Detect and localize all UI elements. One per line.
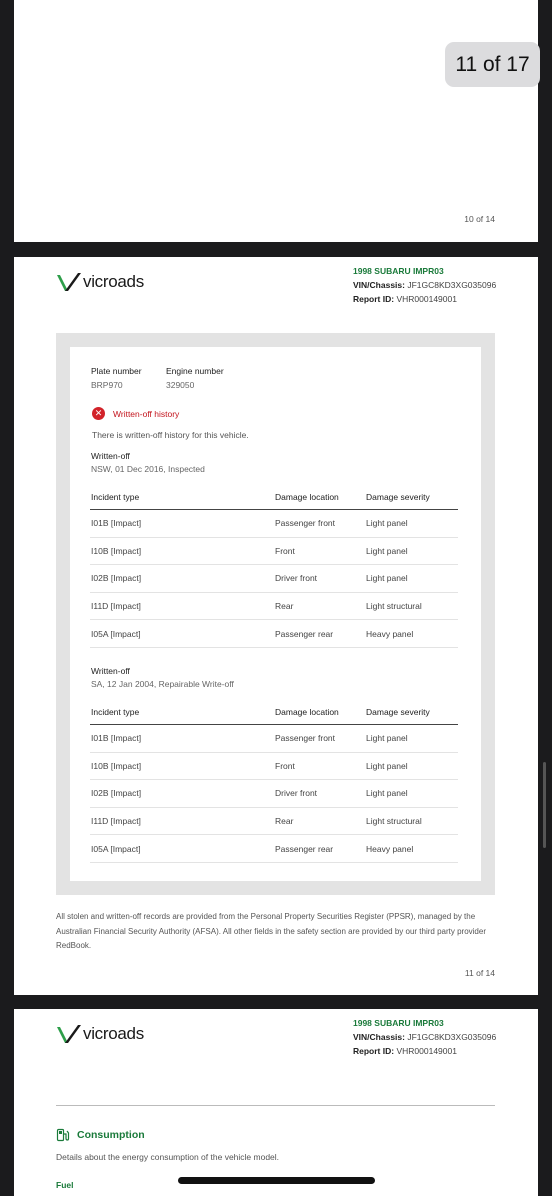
table-row	[90, 593, 458, 621]
vicroads-logo-icon	[56, 1023, 82, 1045]
written-off-card	[70, 347, 481, 881]
plate-number-label: Plate number	[91, 366, 142, 376]
document-page-11	[14, 257, 538, 995]
consumption-title: Consumption	[77, 1129, 145, 1141]
vin-label: VIN/Chassis:	[353, 1032, 405, 1042]
table-cell: Light structural	[366, 601, 422, 612]
table-cell: Light panel	[366, 733, 408, 744]
engine-number-value: 329050	[166, 380, 195, 390]
table-row	[90, 538, 458, 566]
vehicle-info	[353, 264, 496, 306]
table-cell: Passenger rear	[275, 628, 334, 639]
consumption-description: Details about the energy consumption of the vehicle model.	[56, 1152, 280, 1162]
scroll-indicator[interactable]	[543, 762, 546, 848]
page-number: 11 of 14	[464, 968, 495, 978]
table-row	[90, 620, 458, 648]
section-divider	[56, 1105, 495, 1106]
vin-label: VIN/Chassis:	[353, 280, 405, 290]
table-cell: Rear	[275, 601, 294, 612]
table-row	[90, 725, 458, 753]
column-header: Damage location	[275, 491, 339, 502]
table-cell: I05A [Impact]	[91, 843, 141, 854]
table-cell: Rear	[275, 816, 294, 827]
engine-number-label: Engine number	[166, 366, 224, 376]
table-cell: Light structural	[366, 816, 422, 827]
written-off-status	[92, 407, 179, 420]
table-cell: Heavy panel	[366, 843, 414, 854]
page-counter-badge: 11 of 17	[445, 42, 540, 87]
vin-value: JF1GC8KD3XG035096	[407, 280, 497, 290]
table-cell: I02B [Impact]	[91, 573, 142, 584]
logo-text: vicroads	[83, 272, 144, 291]
table-cell: I01B [Impact]	[91, 733, 142, 744]
report-id-label: Report ID:	[353, 1046, 395, 1056]
table-row	[90, 510, 458, 538]
table-cell: Passenger front	[275, 518, 336, 529]
vehicle-title: 1998 SUBARU IMPR03	[353, 266, 444, 276]
vicroads-logo	[56, 271, 144, 293]
table-cell: Heavy panel	[366, 628, 414, 639]
record-title: Written-off	[91, 451, 130, 461]
record-title: Written-off	[91, 666, 130, 676]
status-text: Written-off history	[113, 408, 180, 419]
home-indicator-bar[interactable]	[178, 1177, 375, 1184]
table-cell: Passenger rear	[275, 843, 334, 854]
written-off-panel	[56, 333, 495, 895]
column-header: Damage location	[275, 706, 339, 717]
column-header: Incident type	[91, 491, 140, 502]
table-header	[90, 699, 458, 725]
record-subtitle: NSW, 01 Dec 2016, Inspected	[91, 464, 205, 474]
vehicle-title: 1998 SUBARU IMPR03	[353, 1018, 444, 1028]
table-cell: I02B [Impact]	[91, 788, 142, 799]
table-cell: Light panel	[366, 760, 408, 771]
table-cell: Passenger front	[275, 733, 336, 744]
plate-number-value: BRP970	[91, 380, 123, 390]
report-id-label: Report ID:	[353, 294, 395, 304]
document-page-10	[14, 0, 538, 242]
table-cell: Front	[275, 760, 295, 771]
incident-table	[90, 699, 458, 863]
fuel-pump-icon	[56, 1128, 70, 1142]
table-cell: Light panel	[366, 788, 408, 799]
table-cell: Front	[275, 545, 295, 556]
vicroads-logo-icon	[56, 271, 82, 293]
table-row	[90, 808, 458, 836]
table-cell: Light panel	[366, 573, 408, 584]
table-cell: I01B [Impact]	[91, 518, 142, 529]
table-row	[90, 753, 458, 781]
table-row	[90, 565, 458, 593]
table-cell: Driver front	[275, 788, 318, 799]
consumption-heading	[56, 1128, 145, 1142]
table-cell: I05A [Impact]	[91, 628, 141, 639]
incident-table	[90, 484, 458, 648]
table-row	[90, 835, 458, 863]
error-x-icon: ✕	[92, 407, 105, 420]
vehicle-info	[353, 1016, 496, 1058]
table-cell: Light panel	[366, 545, 408, 556]
table-header	[90, 484, 458, 510]
logo-text: vicroads	[83, 1024, 144, 1043]
report-id-value: VHR000149001	[396, 294, 457, 304]
table-cell: I10B [Impact]	[91, 545, 142, 556]
document-page-12	[14, 1009, 538, 1196]
vicroads-logo	[56, 1023, 144, 1045]
table-cell: Light panel	[366, 518, 408, 529]
page-number: 10 of 14	[464, 214, 495, 224]
table-cell: Driver front	[275, 573, 318, 584]
record-subtitle: SA, 12 Jan 2004, Repairable Write-off	[91, 679, 234, 689]
data-source-disclaimer: All stolen and written-off records are provided from the Personal Property Securities Register (PPSR), managed by the Australian Financial Security Authority (AFSA). All other fields in the safety section are provided by our third party provider RedBook.	[56, 912, 486, 950]
column-header: Incident type	[91, 706, 140, 717]
table-cell: I10B [Impact]	[91, 760, 142, 771]
column-header: Damage severity	[366, 491, 430, 502]
table-cell: I11D [Impact]	[91, 601, 141, 612]
fuel-label: Fuel	[56, 1180, 74, 1190]
table-cell: I11D [Impact]	[91, 816, 141, 827]
report-id-value: VHR000149001	[396, 1046, 457, 1056]
vin-value: JF1GC8KD3XG035096	[407, 1032, 497, 1042]
table-row	[90, 780, 458, 808]
column-header: Damage severity	[366, 706, 430, 717]
status-description: There is written-off history for this vehicle.	[92, 430, 249, 440]
